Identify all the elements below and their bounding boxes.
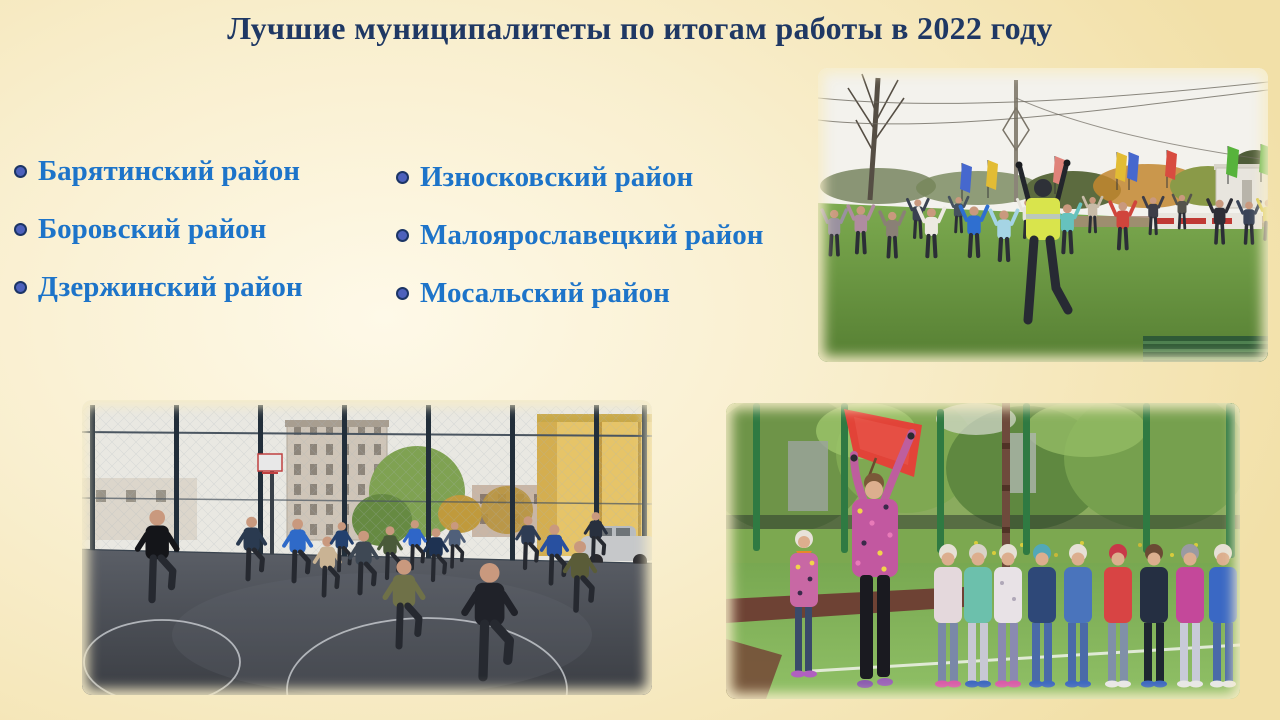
municipality-list-left <box>14 155 303 304</box>
municipality-label: Износковский район <box>420 161 694 193</box>
outdoor-exercise-illustration <box>818 68 1268 362</box>
photo-schoolyard-warmup <box>82 400 652 695</box>
municipality-label: Малоярославецкий район <box>420 219 764 251</box>
list-item <box>396 219 763 252</box>
tree-blobs <box>726 403 1240 533</box>
list-item <box>14 213 303 246</box>
bullet-icon <box>14 165 27 178</box>
photo-outdoor-exercise <box>818 68 1268 362</box>
bullet-icon <box>14 223 27 236</box>
list-item <box>396 277 763 310</box>
municipality-list-right <box>396 161 763 310</box>
kids-red-flag-illustration <box>726 403 1240 699</box>
municipality-label: Барятинский район <box>38 155 300 187</box>
bullet-icon <box>396 287 409 300</box>
photo-kids-red-flag <box>726 403 1240 699</box>
list-item <box>14 271 303 304</box>
municipality-label: Боровский район <box>38 213 267 245</box>
list-item <box>396 161 763 194</box>
municipality-label: Мосальский район <box>420 277 670 309</box>
bullet-icon <box>14 281 27 294</box>
bullet-icon <box>396 229 409 242</box>
schoolyard-warmup-illustration <box>82 400 652 695</box>
green-mat <box>1143 336 1268 362</box>
slide-title: Лучшие муниципалитеты по итогам работы в 2022 году <box>227 10 1053 46</box>
bullet-icon <box>396 171 409 184</box>
far-fence <box>726 515 1240 531</box>
municipality-label: Дзержинский район <box>38 271 303 303</box>
list-item <box>14 155 303 188</box>
